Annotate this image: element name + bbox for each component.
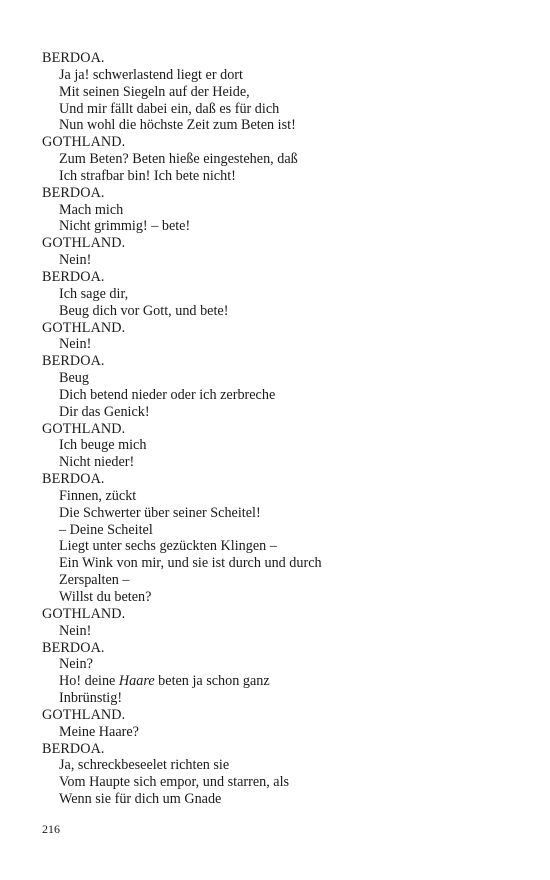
speaker-name: GOTHLAND. [42,605,126,622]
speaker-name: BERDOA. [42,50,105,66]
speaker-name: GOTHLAND. [42,134,126,151]
verse-line: – Deine Scheitel [59,521,153,538]
verse-line: Nun wohl die höchste Zeit zum Beten ist! [59,117,296,134]
verse-line: Ein Wink von mir, und sie ist durch und durch [59,555,322,572]
verse-line: Liegt unter sechs gezückten Klingen – [59,538,277,555]
speaker-name: BERDOA. [42,184,105,201]
speaker-name: GOTHLAND. [42,319,126,336]
verse-line: Willst du beten? [59,589,152,605]
speaker-name: GOTHLAND. [42,420,126,437]
verse-line: Finnen, zückt [59,487,137,504]
verse-line: Inbrünstig! [59,690,123,707]
verse-line: Dich betend nieder oder ich zerbreche [59,386,276,403]
verse-line: Ich sage dir, [59,285,129,302]
verse-line: Beug dich vor Gott, und bete! [59,302,229,319]
verse-line: Nein? [59,656,93,673]
verse-line: Mach mich [59,201,124,218]
verse-line: Ja ja! schwerlastend liegt er dort [59,66,243,83]
speaker-name: GOTHLAND. [42,235,126,252]
verse-line: Nicht grimmig! – bete! [59,218,191,235]
verse-line: Mit seinen Siegeln auf der Heide, [59,83,250,100]
emphasized-word: Haare [118,673,155,690]
verse-line: Ja, schreckbeseelet richten sie [59,757,230,774]
verse-line: Beug [59,370,89,387]
verse-line: Zum Beten? Beten hieße eingestehen, daß [59,151,298,168]
speaker-name: BERDOA. [42,268,105,285]
verse-line: Zerspalten – [59,572,130,589]
verse-line: Ho! deine Haare beten ja schon ganz [59,673,270,690]
verse-line: Und mir fällt dabei ein, daß es für dich [59,100,280,117]
speaker-name: BERDOA. [42,471,105,488]
speaker-name: BERDOA. [42,353,105,370]
verse-line: Nein! [59,622,92,639]
verse-line: Wenn sie für dich um Gnade [59,791,222,808]
verse-line: Nein! [59,252,92,269]
verse-line: Ich strafbar bin! Ich bete nicht! [59,167,236,184]
speaker-name: BERDOA. [42,639,105,656]
page-number: 216 [42,822,60,836]
verse-line: Die Schwerter über seiner Scheitel! [59,504,261,521]
speaker-name: GOTHLAND. [42,706,126,723]
verse-line: Ich beuge mich [59,437,147,454]
verse-line: Meine Haare? [59,723,139,740]
verse-line: Nicht nieder! [59,454,135,471]
verse-line: Dir das Genick! [59,403,150,420]
verse-line: Vom Haupte sich empor, und starren, als [59,774,290,791]
speaker-name: BERDOA. [42,740,105,757]
verse-line: Nein! [59,336,92,353]
play-text [42,50,522,808]
